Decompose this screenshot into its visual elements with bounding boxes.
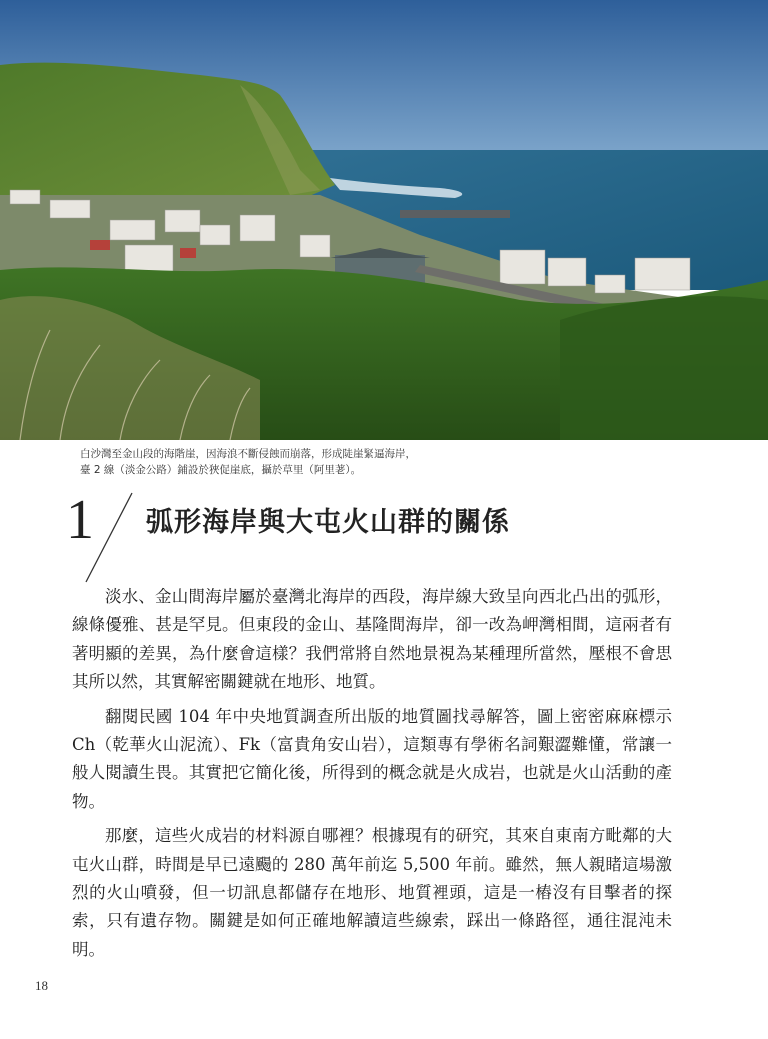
- photo-caption: [80, 446, 640, 478]
- caption-line: 白沙灣至金山段的海階崖，因海浪不斷侵蝕而崩落，形成陡崖緊逼海岸，: [80, 448, 416, 460]
- caption-line: 臺 2 線（淡金公路）鋪設於狹促崖底，攝於草里（阿里荖）。: [80, 464, 362, 476]
- chapter-title: 弧形海岸與大屯火山群的關係: [146, 507, 510, 538]
- body-text: [72, 583, 672, 970]
- chapter-divider-slash: [80, 490, 140, 585]
- paragraph: 翻閱民國 104 年中央地質調查所出版的地質圖找尋解答，圖上密密麻麻標示 Ch（乾華火山泥流）、Fk（富貴角安山岩），這類專有學術名詞艱澀難懂，常讓一般人閱讀生畏。其實把它簡化後，所得到的概念就是火成岩，也就是火山活動的產物。: [72, 706, 672, 811]
- coastal-landscape-photo: [0, 0, 768, 440]
- paragraph: 淡水、金山間海岸屬於臺灣北海岸的西段，海岸線大致呈向西北凸出的弧形，線條優雅、甚是罕見。但東段的金山、基隆間海岸，卻一改為岬灣相間，這兩者有著明顯的差異，為什麼會這樣？我們常將自然地景視為某種理所當然，壓根不會思其所以然，其實解密關鍵就在地形、地質。: [72, 587, 672, 692]
- chapter-number: 1: [66, 489, 94, 551]
- paragraph: 那麼，這些火成岩的材料源自哪裡？根據現有的研究，其來自東南方毗鄰的大屯火山群，時間是早已遠颺的 280 萬年前迄 5,500 年前。雖然，無人親睹這場激烈的火山噴發，但一切訊息都儲存在地形、地質裡頭，這是一樁沒有目擊者的探索，只有遺存物。關鍵是如何正確地解讀這些線索，踩出一條路徑，通往混沌未明。: [72, 826, 672, 959]
- page-number: 18: [35, 978, 48, 993]
